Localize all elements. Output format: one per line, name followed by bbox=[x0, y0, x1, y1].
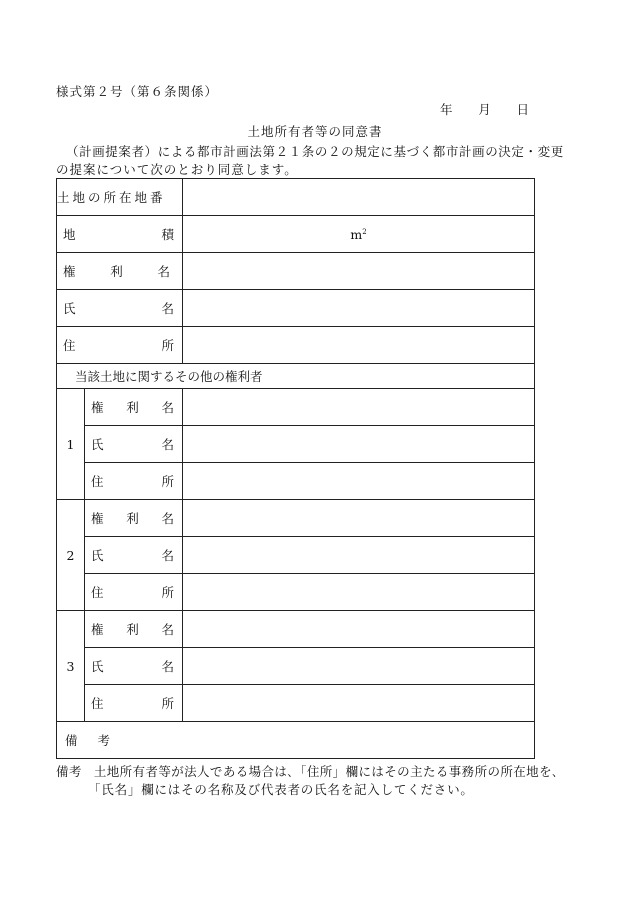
form-number: 様式第２号（第６条関係） bbox=[56, 84, 219, 99]
group-1-name-row bbox=[57, 426, 535, 463]
group-2-rights-row bbox=[57, 500, 535, 537]
group-3-name-label: 氏 名 bbox=[91, 659, 175, 674]
group-3-address-label: 住 所 bbox=[91, 696, 175, 711]
group-2-address-field[interactable] bbox=[183, 574, 535, 611]
remarks-row bbox=[57, 722, 535, 759]
address-label: 住 所 bbox=[63, 338, 175, 353]
name-row bbox=[57, 290, 535, 327]
group-3-name-field[interactable] bbox=[183, 648, 535, 685]
group-2-address-row bbox=[57, 574, 535, 611]
group-3-rights-row bbox=[57, 611, 535, 648]
group-2-name-field[interactable] bbox=[183, 537, 535, 574]
date-line bbox=[440, 100, 530, 118]
address-field[interactable] bbox=[183, 327, 535, 364]
group-2-number: 2 bbox=[57, 500, 85, 611]
address-row bbox=[57, 327, 535, 364]
note-line-2: 「氏名」欄にはその名称及び代表者の氏名を記入してください。 bbox=[88, 782, 474, 797]
rights-row bbox=[57, 253, 535, 290]
consent-table bbox=[56, 178, 535, 759]
group-1-name-field[interactable] bbox=[183, 426, 535, 463]
group-1-number: 1 bbox=[57, 389, 85, 500]
group-3-rights-label: 権 利 名 bbox=[91, 622, 175, 637]
land-location-row bbox=[57, 179, 535, 216]
land-location-label: 土地の所在地番 bbox=[57, 179, 183, 216]
other-rights-header-row bbox=[57, 364, 535, 389]
group-3-address-row bbox=[57, 685, 535, 722]
group-3-rights-field[interactable] bbox=[183, 611, 535, 648]
group-2-rights-field[interactable] bbox=[183, 500, 535, 537]
group-3-name-row bbox=[57, 648, 535, 685]
remarks-label: 備 考 bbox=[65, 733, 111, 748]
group-1-address-row bbox=[57, 463, 535, 500]
group-2-name-row bbox=[57, 537, 535, 574]
date-day-label: 日 bbox=[516, 102, 530, 117]
intro-line-2: の提案について次のとおり同意します。 bbox=[56, 162, 298, 177]
date-year-label: 年 bbox=[440, 102, 454, 117]
group-2-name-label: 氏 名 bbox=[91, 548, 175, 563]
area-field[interactable] bbox=[183, 216, 535, 253]
group-1-rights-row bbox=[57, 389, 535, 426]
note-line-1: 備考 土地所有者等が法人である場合は､「住所」欄にはその主たる事務所の所在地を､ bbox=[56, 764, 559, 779]
area-row bbox=[57, 216, 535, 253]
date-month-label: 月 bbox=[478, 102, 492, 117]
page-title: 土地所有者等の同意書 bbox=[247, 124, 383, 139]
group-2-address-label: 住 所 bbox=[91, 585, 175, 600]
group-3-address-field[interactable] bbox=[183, 685, 535, 722]
name-field[interactable] bbox=[183, 290, 535, 327]
note-label: 備考 bbox=[56, 764, 82, 779]
name-label: 氏 名 bbox=[63, 301, 175, 316]
group-2-rights-label: 権 利 名 bbox=[91, 511, 175, 526]
remarks-field[interactable] bbox=[57, 722, 535, 759]
group-1-address-field[interactable] bbox=[183, 463, 535, 500]
other-rights-header: 当該土地に関するその他の権利者 bbox=[57, 364, 535, 389]
land-location-field[interactable] bbox=[183, 179, 535, 216]
group-1-name-label: 氏 名 bbox=[91, 437, 175, 452]
area-unit: $m^2$ bbox=[350, 226, 367, 242]
group-1-rights-label: 権 利 名 bbox=[91, 400, 175, 415]
rights-field[interactable] bbox=[183, 253, 535, 290]
group-3-number: 3 bbox=[57, 611, 85, 722]
intro-line-1: （計画提案者）による都市計画法第２１条の２の規定に基づく都市計画の決定・変更 bbox=[66, 144, 564, 159]
area-label: 地 積 bbox=[63, 227, 175, 242]
rights-label: 権 利 名 bbox=[63, 264, 171, 279]
group-1-rights-field[interactable] bbox=[183, 389, 535, 426]
group-1-address-label: 住 所 bbox=[91, 474, 175, 489]
